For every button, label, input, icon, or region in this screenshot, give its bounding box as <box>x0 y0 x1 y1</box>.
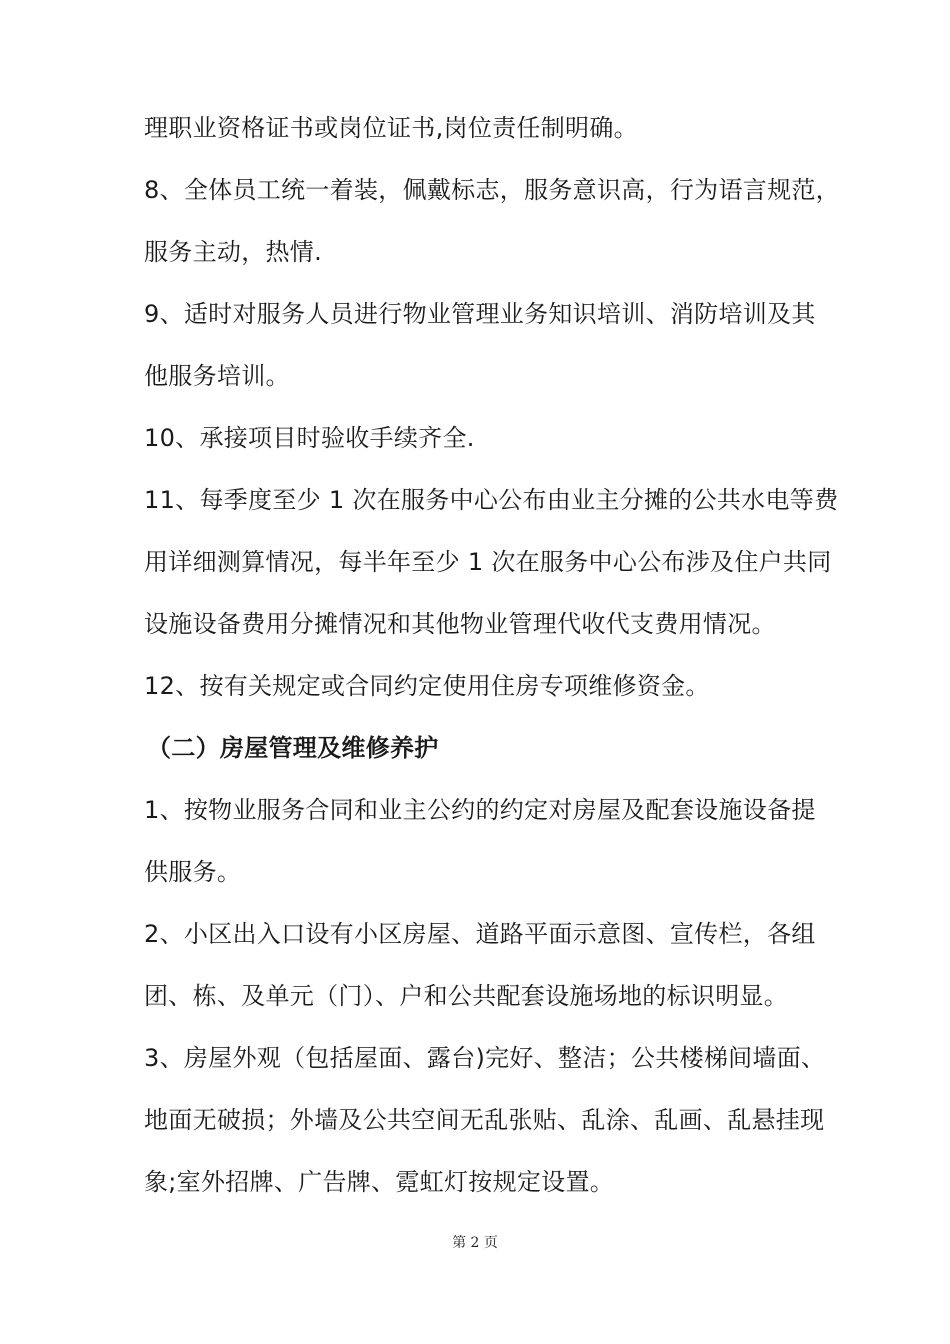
section-heading: （二）房屋管理及维修养护 <box>147 734 439 762</box>
text-line-14: 2、小区出入口设有小区房屋、道路平面示意图、宣传栏，各组 <box>144 920 816 948</box>
text-line-18: 象;室外招牌、广告牌、霓虹灯按规定设置。 <box>144 1168 615 1196</box>
text-line-3: 服务主动，热情. <box>144 238 323 266</box>
text-line-10: 12、按有关规定或合同约定使用住房专项维修资金。 <box>144 672 710 700</box>
text-line-9: 设施设备费用分摊情况和其他物业管理代收代支费用情况。 <box>144 610 776 638</box>
text-line-16: 3、房屋外观（包括屋面、露台)完好、整洁；公共楼梯间墙面、 <box>144 1044 826 1072</box>
text-line-8: 用详细测算情况，每半年至少 1 次在服务中心公布涉及住户共同 <box>144 548 832 576</box>
page-number: 第 2 页 <box>452 1235 498 1251</box>
text-line-2: 8、全体员工统一着装，佩戴标志，服务意识高，行为语言规范， <box>144 176 840 204</box>
text-line-15: 团、栋、及单元（门）、户和公共配套设施场地的标识明显。 <box>144 982 789 1010</box>
text-line-4: 9、适时对服务人员进行物业管理业务知识培训、消防培训及其 <box>144 300 816 328</box>
text-line-5: 他服务培训。 <box>144 362 290 390</box>
text-line-1: 理职业资格证书或岗位证书,岗位责任制明确。 <box>144 114 638 142</box>
text-line-12: 1、按物业服务合同和业主公约的约定对房屋及配套设施设备提 <box>144 796 816 824</box>
text-line-17: 地面无破损；外墙及公共空间无乱张贴、乱涂、乱画、乱悬挂现 <box>144 1106 825 1134</box>
text-line-7: 11、每季度至少 1 次在服务中心公布由业主分摊的公共水电等费 <box>144 486 839 514</box>
text-line-13: 供服务。 <box>144 858 242 886</box>
text-line-6: 10、承接项目时验收手续齐全. <box>144 424 475 452</box>
